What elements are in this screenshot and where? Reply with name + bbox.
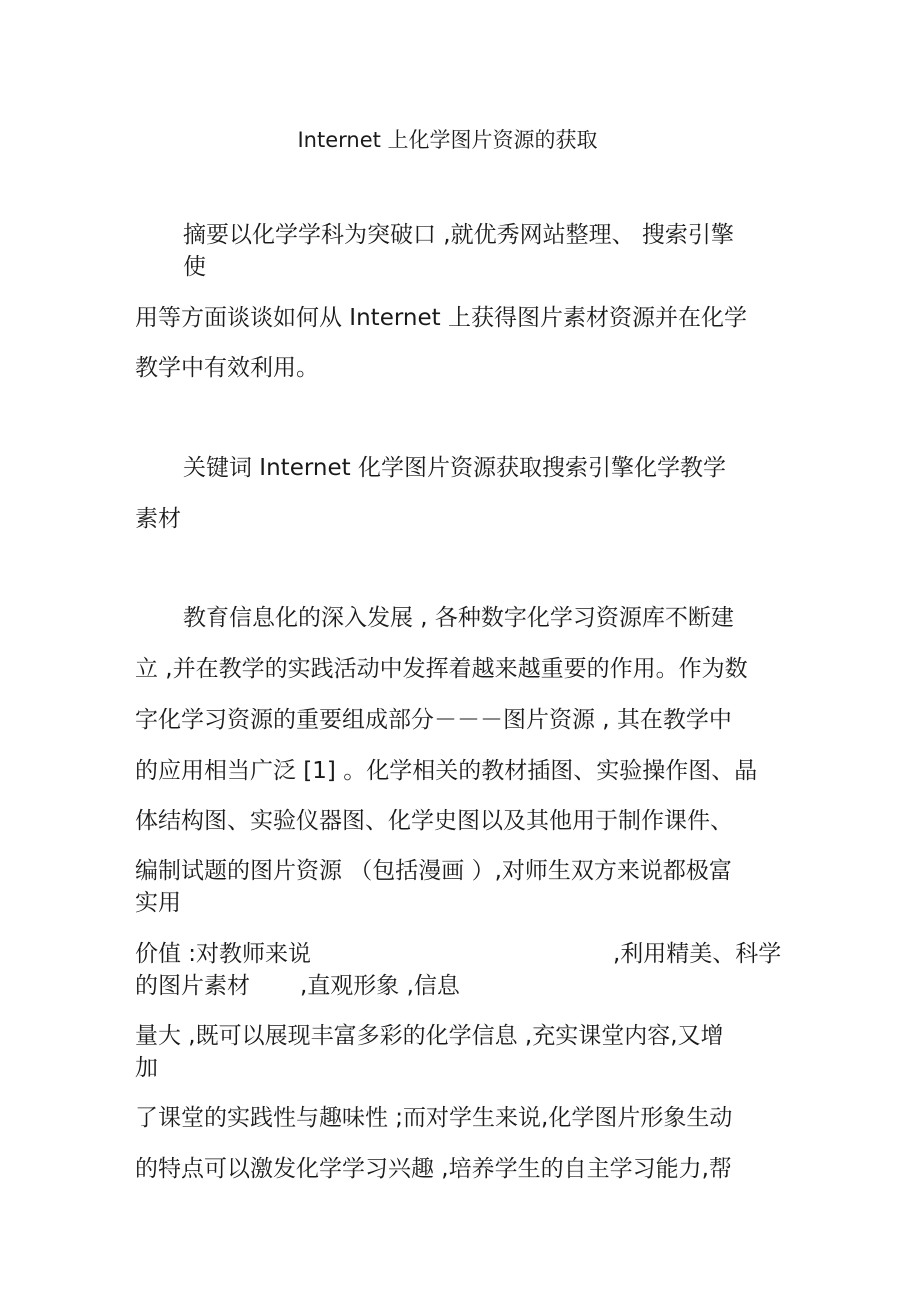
body-line: 加 [135, 1055, 158, 1081]
body-line: 体结构图、实验仪器图、化学史图以及其他用于制作课件、 [135, 808, 733, 834]
body-line: 量大 ,既可以展现丰富多彩的化学信息 ,充实课堂内容,又增 [135, 1023, 724, 1049]
keywords-line: 素材 [135, 506, 181, 532]
body-line: 字化学习资源的重要组成部分－－－图片资源 , 其在教学中 [135, 707, 732, 733]
body-line: 价值 :对教师来说 [135, 941, 312, 967]
abstract-line: 用等方面谈谈如何从 Internet 上获得图片素材资源并在化学 [135, 305, 747, 331]
keywords-line: 关键词 Internet 化学图片资源获取搜索引擎化学教学 [183, 455, 726, 481]
body-line: 的特点可以激发化学学习兴趣 ,培养学生的自主学习能力,帮 [135, 1156, 732, 1182]
abstract-line: 摘要以化学学科为突破口 ,就优秀网站整理、 搜索引擎 [183, 222, 734, 248]
body-line: 立 ,并在教学的实践活动中发挥着越来越重要的作用。作为数 [135, 656, 748, 682]
body-line: ,直观形象 ,信息 [300, 973, 460, 999]
body-line: 教育信息化的深入发展 , 各种数字化学习资源库不断建 [183, 605, 734, 631]
body-line: 了课堂的实践性与趣味性 ;而对学生来说,化学图片形象生动 [135, 1105, 733, 1131]
body-line: 编制试题的图片资源 （包括漫画 ）,对师生双方来说都极富 [135, 858, 732, 884]
body-line: 的应用相当广泛 [1] 。化学相关的教材插图、实验操作图、晶 [135, 758, 758, 784]
abstract-line: 教学中有效利用。 [135, 355, 319, 381]
document-title: Internet 上化学图片资源的获取 [297, 128, 598, 152]
body-line: 实用 [135, 890, 181, 916]
body-line: ,利用精美、科学 [613, 941, 782, 967]
body-line: 的图片素材 [135, 973, 250, 999]
abstract-line: 使 [183, 254, 206, 280]
